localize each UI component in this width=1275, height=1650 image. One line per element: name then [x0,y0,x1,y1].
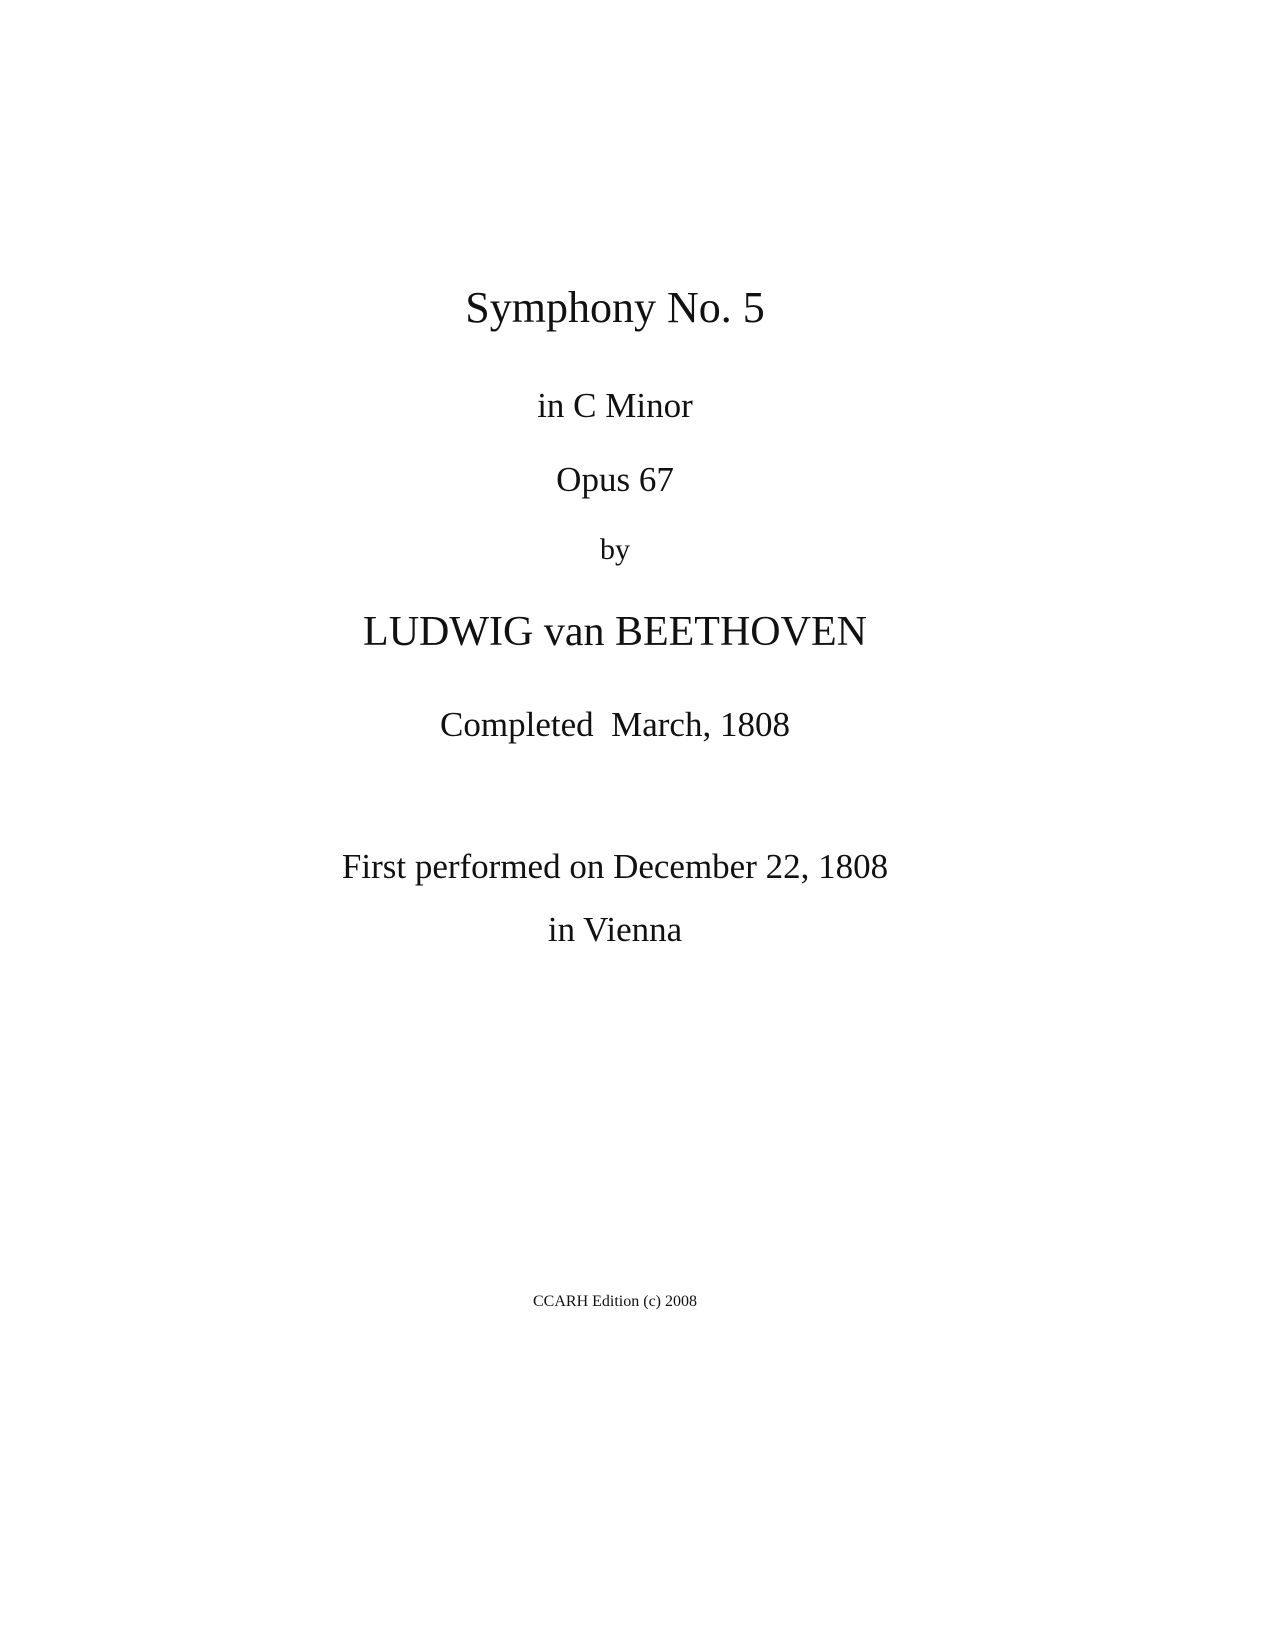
score-title: Symphony No. 5 [465,283,765,332]
by-text: by [600,533,630,566]
composer-name: LUDWIG van BEETHOVEN [363,609,867,655]
premiere-date: First performed on December 22, 1808 [341,847,889,886]
completion-date: Completed March, 1808 [440,705,790,744]
key-signature-text: in C Minor [537,386,693,425]
opus-number: Opus 67 [556,460,674,499]
premiere-place: in Vienna [547,910,683,949]
copyright-notice: CCARH Edition (c) 2008 [533,1293,697,1310]
